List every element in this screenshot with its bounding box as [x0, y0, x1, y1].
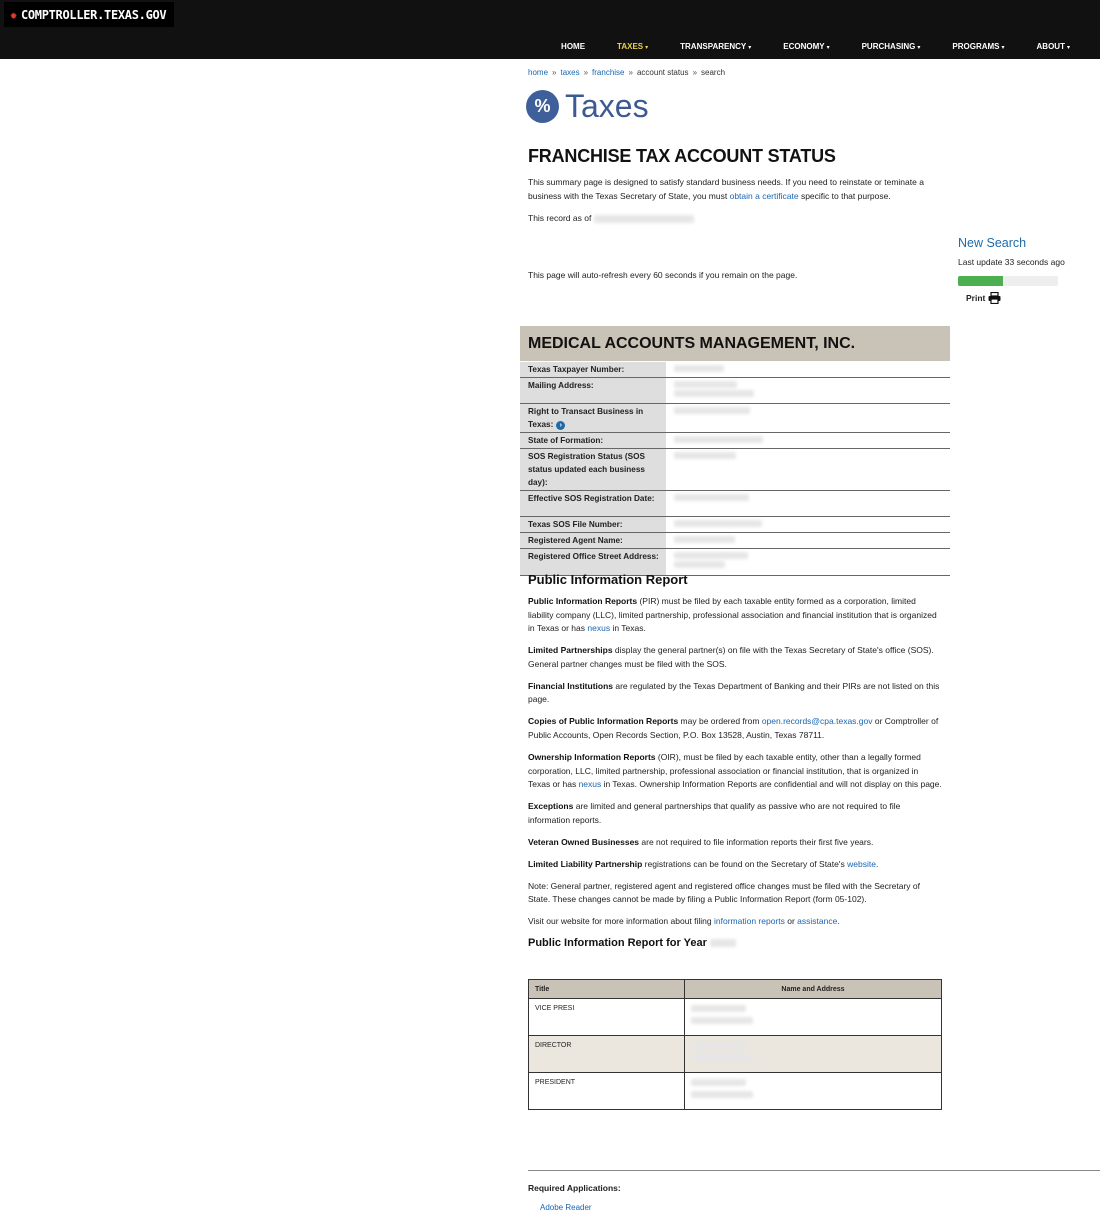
percent-icon: %: [526, 90, 559, 123]
redacted-value: [691, 1079, 746, 1086]
breadcrumb-separator: »: [583, 68, 589, 77]
info-value-redacted: [666, 378, 866, 404]
officer-title: PRESIDENT: [529, 1073, 685, 1110]
breadcrumb-separator: »: [692, 68, 698, 77]
info-value-redacted: [666, 362, 866, 378]
info-spacer: [866, 449, 950, 491]
pir-text: display the general partner(s) on file with the Texas Secretary of State's office (SOS). General partner changes must be filed with the SOS.: [528, 645, 934, 669]
pir-paragraph: [528, 644, 942, 671]
breadcrumb-item[interactable]: home: [528, 68, 549, 77]
pir-paragraph: [528, 836, 942, 850]
info-label: [520, 404, 666, 433]
pir-term: Ownership Information Reports: [528, 751, 656, 762]
pir-text: .: [875, 858, 879, 869]
info-label: [520, 378, 666, 404]
pir-text: in Texas.: [610, 623, 646, 634]
officers-header-name-address: Name and Address: [685, 980, 942, 999]
breadcrumb-separator: »: [552, 68, 557, 77]
pir-term: Limited Partnerships: [528, 645, 613, 656]
info-spacer: [866, 491, 950, 517]
redacted-value: [674, 365, 724, 372]
info-row: [520, 491, 950, 517]
info-label-text: Registered Agent Name:: [528, 536, 623, 545]
chevron-down-icon: ▾: [1001, 45, 1005, 51]
info-label-text: Texas SOS File Number:: [528, 520, 623, 529]
info-label-text: Mailing Address:: [528, 381, 594, 390]
info-label: [520, 449, 666, 491]
last-update-text: Last update 33 seconds ago: [958, 257, 1065, 267]
printer-icon: [988, 292, 1001, 304]
info-row: [520, 362, 950, 378]
officers-header-title: Title: [529, 980, 685, 999]
info-label-text: State of Formation:: [528, 436, 604, 445]
nexus-link[interactable]: nexus: [587, 623, 611, 634]
redacted-value: [674, 494, 749, 501]
pir-text: are not required to file information reports their first five years.: [639, 836, 874, 847]
required-applications-label: Required Applications:: [528, 1183, 621, 1193]
obtain-certificate-link[interactable]: obtain a certificate: [729, 190, 799, 201]
pir-text: may be ordered from: [678, 716, 762, 727]
info-spacer: [866, 404, 950, 433]
pir-text: registrations can be found on the Secretary of State's: [642, 858, 848, 869]
officer-row: [529, 1073, 942, 1110]
company-header: [520, 326, 950, 361]
nexus-link[interactable]: nexus: [578, 779, 602, 790]
officer-row: [529, 1036, 942, 1073]
info-value-redacted: [666, 433, 866, 449]
info-label: [520, 517, 666, 533]
redacted-value: [674, 520, 762, 527]
info-row: [520, 433, 950, 449]
redacted-value: [691, 1005, 746, 1012]
nav-item-label: TAXES: [617, 42, 644, 51]
pir-paragraph: [528, 915, 942, 929]
nav-item-label: PURCHASING: [861, 42, 916, 51]
pir-paragraph: [528, 715, 942, 742]
section-header: [526, 88, 649, 125]
info-label-text: Texas Taxpayer Number:: [528, 365, 625, 374]
redacted-value: [691, 1091, 753, 1098]
info-row: [520, 449, 950, 491]
pir-text: are regulated by the Texas Department of Banking and their PIRs are not listed on this page.: [528, 680, 940, 705]
breadcrumb-separator: »: [628, 68, 633, 77]
chevron-down-icon: ▾: [645, 45, 649, 51]
breadcrumb-item[interactable]: taxes: [560, 68, 580, 77]
redacted-value: [674, 407, 750, 414]
nav-item-label: HOME: [561, 42, 586, 51]
chevron-down-icon: ▾: [826, 45, 830, 51]
nav-item-home[interactable]: [545, 42, 601, 51]
redacted-value: [674, 381, 737, 388]
nav-item-about[interactable]: [1021, 42, 1086, 51]
pir-year-heading: [528, 937, 942, 949]
info-label: [520, 533, 666, 549]
pir-term: Exceptions: [528, 801, 574, 812]
pir-year-label: Public Information Report for Year: [528, 937, 707, 950]
redacted-value: [674, 436, 763, 443]
print-label: Print: [966, 293, 986, 303]
officers-table: [528, 979, 942, 1110]
print-button[interactable]: [966, 292, 1088, 304]
nav-item-label: ABOUT: [1036, 42, 1065, 51]
intro-text-part: This summary page is designed to satisfy standard business needs. If you need to reinstate or teminate a business with the Texas Secretary of State, you must: [528, 177, 924, 201]
pir-text: in Texas. Ownership Information Reports are confidential and will not display on this page.: [601, 779, 942, 790]
info-spacer: [866, 433, 950, 449]
officer-title: DIRECTOR: [529, 1036, 685, 1073]
pir-term: Veteran Owned Businesses: [528, 836, 640, 847]
info-label-text: SOS Registration Status (SOS status updated each business day):: [528, 452, 645, 487]
pir-heading: Public Information Report: [528, 572, 688, 587]
adobe-reader-link[interactable]: Adobe Reader: [540, 1203, 592, 1212]
record-date-redacted: [594, 215, 694, 223]
breadcrumb-item: search: [701, 68, 726, 77]
nav-item-transparency[interactable]: [664, 42, 767, 51]
nav-item-label: ECONOMY: [783, 42, 825, 51]
account-info-table: [520, 362, 950, 576]
redacted-value: [674, 552, 748, 559]
pir-text: or: [784, 916, 798, 927]
refresh-progress-fill: [958, 276, 1003, 286]
site-logo[interactable]: [4, 2, 174, 27]
officer-title: VICE PRESI: [529, 999, 685, 1036]
info-label: [520, 433, 666, 449]
redacted-value: [674, 536, 735, 543]
info-value-redacted: [666, 404, 866, 433]
pir-paragraph: [528, 800, 942, 827]
record-as-of-label: This record as of: [528, 213, 592, 223]
arrow-right-circle-icon[interactable]: ›: [556, 421, 565, 430]
chevron-down-icon: ▾: [917, 45, 921, 51]
redacted-value: [674, 452, 736, 459]
info-label: [520, 362, 666, 378]
footer-divider: [528, 1170, 1100, 1171]
redacted-value: [674, 390, 754, 397]
intro-text-part: specific to that purpose.: [798, 190, 891, 201]
officer-name-address-redacted: [685, 999, 942, 1036]
pir-year-redacted: [710, 939, 736, 947]
info-spacer: [866, 362, 950, 378]
nav-item-programs[interactable]: [936, 42, 1020, 51]
sidebar: [958, 236, 1088, 304]
info-value-redacted: [666, 491, 866, 517]
record-as-of: [528, 213, 694, 223]
assistance-link[interactable]: assistance: [797, 916, 838, 927]
breadcrumb-item: account status: [636, 68, 689, 77]
nav-item-label: PROGRAMS: [952, 42, 1000, 51]
logo-text: COMPTROLLER.TEXAS.GOV: [20, 7, 167, 22]
breadcrumb-item[interactable]: franchise: [592, 68, 625, 77]
pir-paragraph: [528, 880, 942, 907]
officer-row: [529, 999, 942, 1036]
top-bar: [0, 0, 1100, 59]
pir-text: .: [837, 916, 840, 927]
pir-paragraph: [528, 595, 942, 636]
redacted-value: [691, 1042, 746, 1049]
information-reports-link[interactable]: information reports: [714, 916, 785, 927]
intro-text: [528, 176, 948, 203]
chevron-down-icon: ▾: [1066, 45, 1070, 51]
info-label-text: Right to Transact Business in Texas:: [528, 407, 644, 429]
redacted-value: [674, 561, 725, 568]
star-icon: ✹: [10, 7, 17, 22]
info-label: [520, 491, 666, 517]
info-row: [520, 378, 950, 404]
info-row: [520, 404, 950, 433]
refresh-progress-bar: [958, 276, 1058, 286]
redacted-value: [691, 1017, 753, 1024]
nav-item-taxes[interactable]: [601, 42, 664, 51]
officer-name-address-redacted: [685, 1036, 942, 1073]
nav-item-economy[interactable]: [767, 42, 845, 51]
chevron-down-icon: ▾: [748, 45, 752, 51]
pir-term: Public Information Reports: [528, 596, 638, 606]
info-spacer: [866, 517, 950, 533]
company-name: MEDICAL ACCOUNTS MANAGEMENT, INC.: [528, 334, 856, 352]
pir-paragraph: [528, 751, 942, 792]
redacted-value: [691, 1054, 753, 1061]
open-records-email-link[interactable]: open.records@cpa.texas.gov: [761, 716, 873, 727]
info-label-text: Effective SOS Registration Date:: [528, 494, 655, 503]
pir-text: Note: General partner, registered agent and registered office changes must be filed with the Secretary of State. These changes cannot be made by filing a Public Information Report (form 05-102).: [528, 880, 921, 905]
page-title: FRANCHISE TAX ACCOUNT STATUS: [528, 146, 836, 166]
info-value-redacted: [666, 533, 866, 549]
nav-item-purchasing[interactable]: [846, 42, 937, 51]
new-search-link[interactable]: New Search: [958, 236, 1027, 250]
info-spacer: [866, 378, 950, 404]
pir-text: Visit our website for more information about filing: [528, 916, 714, 927]
main-nav: [545, 42, 1086, 51]
pir-term: Copies of Public Information Reports: [528, 716, 679, 727]
sos-website-link[interactable]: website: [847, 858, 876, 869]
pir-text: (PIR) must be filed by each taxable entity formed as a corporation, limited liability company (LLC), limited partnership, professional association and financial institution that is organized in Texas or has: [528, 596, 937, 634]
pir-text: (OIR), must be filed by each taxable entity, other than a legally formed corporation, LLC, limited partnership, professional association or financial institution, that is organized in Texas or has: [528, 751, 921, 790]
pir-paragraph: [528, 680, 942, 707]
pir-text: or Comptroller of Public Accounts, Open Records Section, P.O. Box 13528, Austin, Texas 78711.: [528, 716, 939, 740]
officer-name-address-redacted: [685, 1073, 942, 1110]
pir-text: are limited and general partnerships that qualify as passive who are not required to file information reports.: [528, 801, 901, 825]
pir-term: Financial Institutions: [528, 680, 614, 691]
breadcrumb: [528, 68, 725, 77]
refresh-note: This page will auto-refresh every 60 seconds if you remain on the page.: [528, 270, 798, 280]
pir-section: [528, 572, 942, 949]
info-value-redacted: [666, 449, 866, 491]
info-spacer: [866, 533, 950, 549]
info-row: [520, 533, 950, 549]
info-row: [520, 517, 950, 533]
nav-item-label: TRANSPARENCY: [680, 42, 747, 51]
section-title: Taxes: [565, 88, 649, 124]
info-label-text: Registered Office Street Address:: [528, 552, 659, 561]
info-value-redacted: [666, 517, 866, 533]
pir-paragraph: [528, 858, 942, 872]
pir-term: Limited Liability Partnership: [528, 858, 643, 869]
